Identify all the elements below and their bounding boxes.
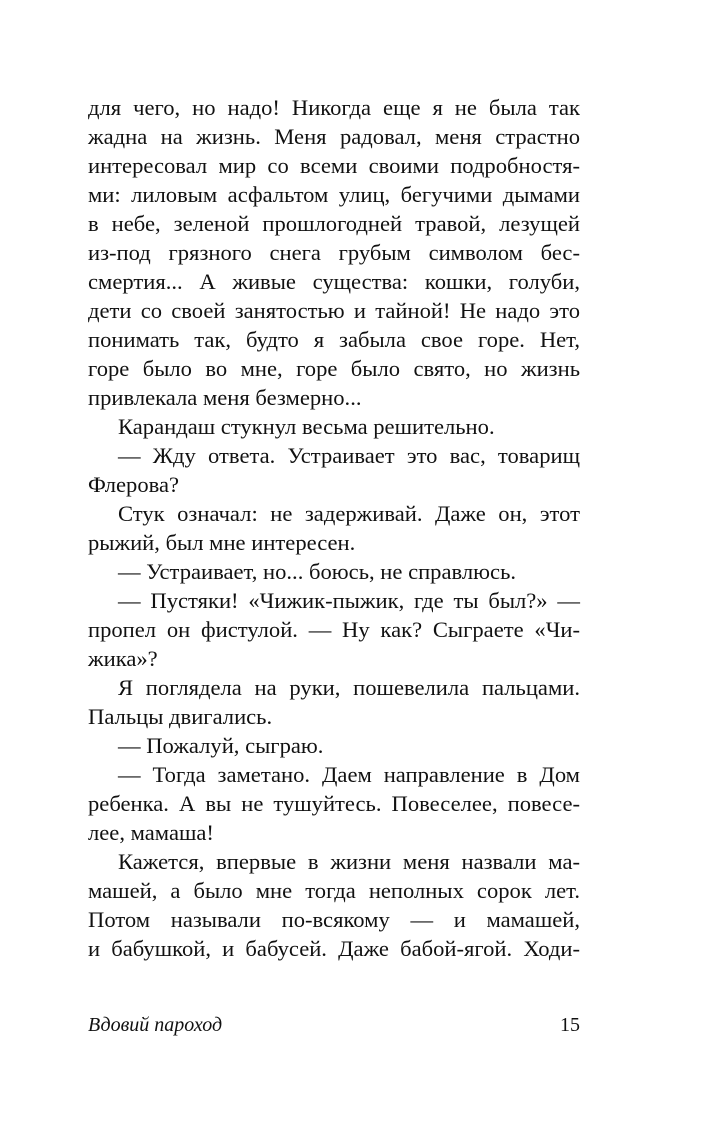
text-line: в небе, зеленой прошлогодней травой, лезущей (88, 211, 580, 236)
text-line: машей, а было мне тогда неполных сорок лет. (88, 878, 580, 903)
text-line: — Тогда заметано. Даем направление в Дом (118, 762, 580, 787)
text-line: — Устраивает, но... боюсь, не справлюсь. (118, 559, 517, 584)
text-line: лее, мамаша! (88, 820, 214, 845)
text-line: ребенка. А вы не тушуйтесь. Повеселее, повесе- (88, 791, 580, 816)
text-line: привлекала меня безмерно... (88, 385, 362, 410)
text-line: жадна на жизнь. Меня радовал, меня страстно (88, 124, 580, 149)
text-line: из-под грязного снега грубым символом бес- (88, 240, 580, 265)
text-line: жика»? (88, 646, 158, 671)
book-page-body (88, 93, 580, 963)
text-line: Стук означал: не задерживай. Даже он, этот (118, 501, 580, 526)
text-line: Пальцы двигались. (88, 704, 273, 729)
text-line: — Пожалуй, сыграю. (118, 733, 324, 758)
text-line: для чего, но надо! Никогда еще я не была так (88, 95, 580, 120)
text-line: дети со своей занятостью и тайной! Не надо это (88, 298, 580, 323)
page-footer (88, 1012, 580, 1038)
text-line: — Пустяки! «Чижик-пыжик, где ты был?» — (118, 588, 580, 613)
text-line: рыжий, был мне интересен. (88, 530, 356, 555)
text-line: Потом называли по-всякому — и мамашей, (88, 907, 580, 932)
running-title: Вдовий пароход (88, 1014, 223, 1036)
text-line: пропел он фистулой. — Ну как? Сыграете «Чи- (88, 617, 580, 642)
text-line: ми: лиловым асфальтом улиц, бегучими дымами (88, 182, 580, 207)
text-line: понимать так, будто я забыла свое горе. Нет, (88, 327, 580, 352)
page-number: 15 (560, 1014, 580, 1036)
text-line: смертия... А живые существа: кошки, голуби, (88, 269, 580, 294)
text-line: горе было во мне, горе было свято, но жизнь (88, 356, 580, 381)
text-line: Флерова? (88, 472, 180, 497)
text-line: и бабушкой, и бабусей. Даже бабой-ягой. Ходи- (88, 936, 580, 961)
text-line: Кажется, впервые в жизни меня назвали ма- (118, 849, 580, 874)
text-line: Я поглядела на руки, пошевелила пальцами. (118, 675, 580, 700)
text-line: Карандаш стукнул весьма решительно. (118, 414, 495, 439)
text-line: интересовал мир со всеми своими подробностя- (88, 153, 580, 178)
text-line: — Жду ответа. Устраивает это вас, товарищ (118, 443, 580, 468)
